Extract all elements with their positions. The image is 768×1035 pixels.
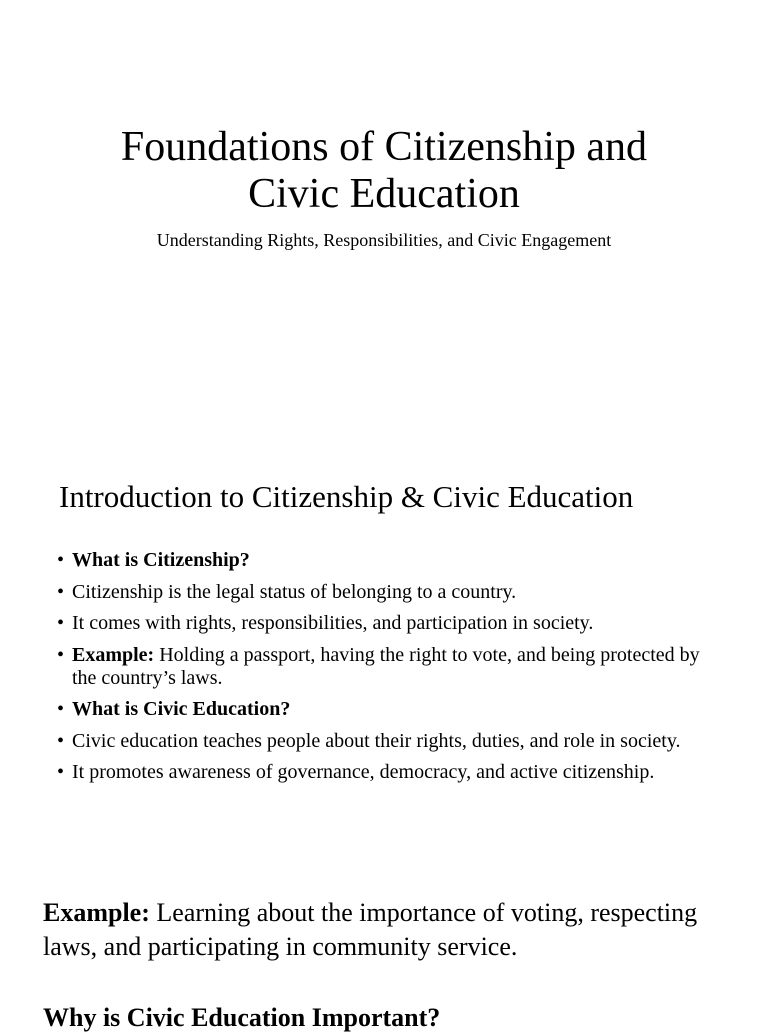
bullet-icon: • (57, 549, 65, 571)
list-item (57, 761, 717, 784)
intro-bullet-list (57, 549, 717, 793)
example-text: Learning about the importance of voting, respecting laws, and participating in community service. (43, 898, 698, 961)
title-line-2: Civic Education (248, 171, 520, 217)
title-line-1: Foundations of Citizenship and (120, 124, 648, 170)
bullet-icon: • (57, 761, 65, 783)
title-slide (0, 0, 768, 440)
bullet-bold-text: Example: (72, 643, 155, 666)
list-item (57, 730, 717, 753)
bullet-text: Holding a passport, having the right to vote, and being protected by the country’s laws. (72, 643, 700, 689)
list-item (57, 581, 717, 604)
bullet-text: Citizenship is the legal status of belonging to a country. (72, 580, 517, 603)
intro-heading: Introduction to Citizenship & Civic Education (59, 479, 634, 514)
bullet-icon: • (57, 612, 65, 634)
bullet-icon: • (57, 643, 65, 666)
bullet-bold-text: What is Citizenship? (72, 549, 250, 571)
example-paragraph (43, 896, 733, 964)
bullet-text: It promotes awareness of governance, democracy, and active citizenship. (72, 761, 655, 783)
why-civic-education-heading: Why is Civic Education Important? (43, 1003, 441, 1032)
bullet-icon: • (57, 729, 65, 752)
bullet-bold-text: What is Civic Education? (72, 698, 291, 720)
intro-slide (0, 440, 768, 860)
example-label: Example: (43, 898, 150, 927)
list-item (57, 612, 717, 635)
example-slide (0, 860, 768, 1032)
list-item (57, 549, 717, 572)
bullet-icon: • (57, 698, 65, 720)
list-item (57, 698, 717, 721)
bullet-text: Civic education teaches people about their rights, duties, and role in society. (72, 729, 681, 752)
presentation-subtitle: Understanding Rights, Responsibilities, and Civic Engagement (156, 230, 612, 250)
bullet-icon: • (57, 580, 65, 603)
presentation-title (0, 124, 768, 218)
list-item (57, 644, 717, 690)
bullet-text: It comes with rights, responsibilities, and participation in society. (72, 612, 594, 634)
